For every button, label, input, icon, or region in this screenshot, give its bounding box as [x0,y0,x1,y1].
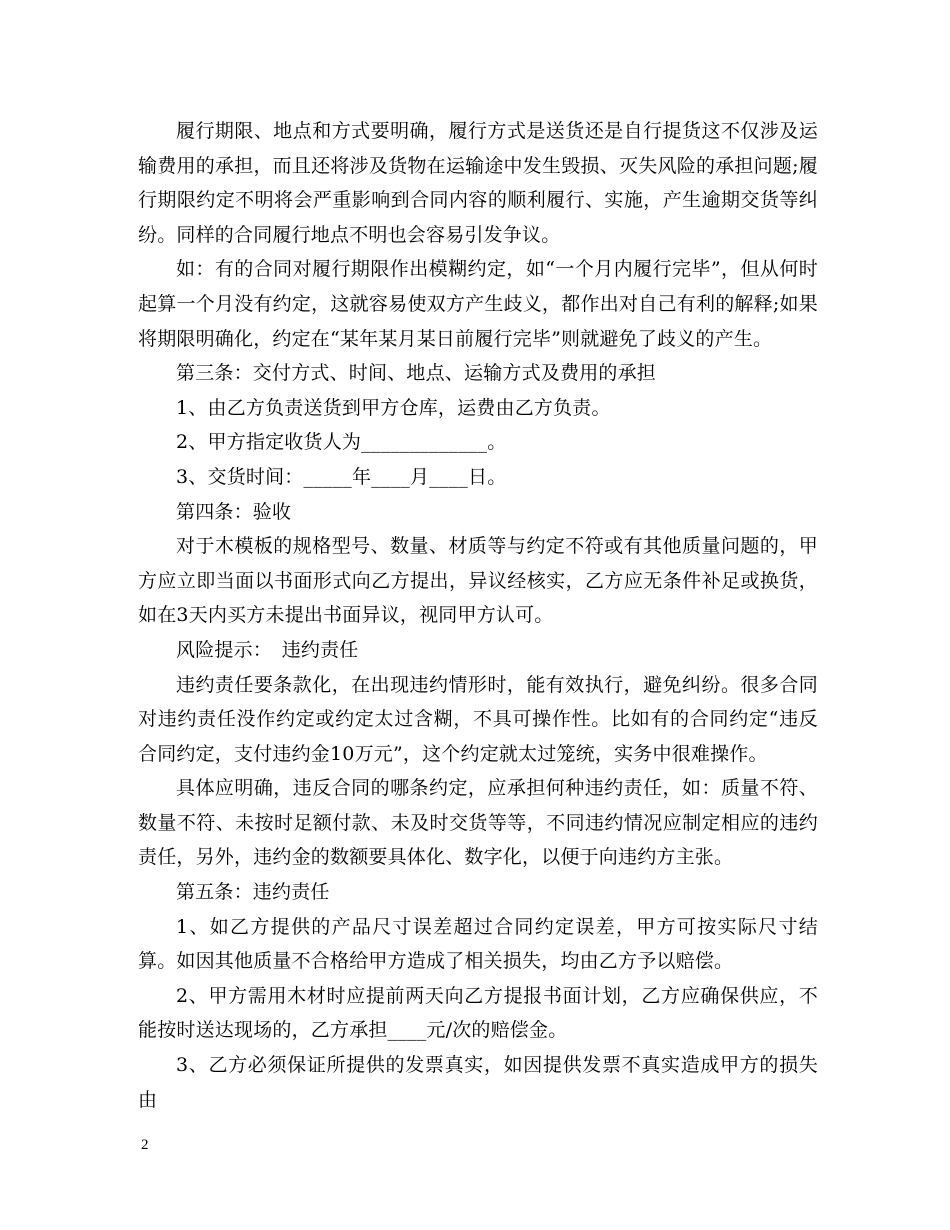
list-item-liability-2: 2、甲方需用木材时应提前两天向乙方提报书面计划，乙方应确保供应，不能按时送达现场的，乙方承担____元/次的赔偿金。 [138,984,818,1042]
section-heading-article-3: 第三条：交付方式、时间、地点、运输方式及费用的承担 [176,362,657,385]
list-item-delivery-3: 3、交货时间：_____年____月____日。 [176,465,507,488]
paragraph-performance-terms: 履行期限、地点和方式要明确，履行方式是送货还是自行提货这不仅涉及运输费用的承担，而且还将涉及货物在运输途中发生毁损、灭失风险的承担问题;履行期限约定不明将会严重影响到合同内容的顺利履行、实施，产生逾期交货等纠纷。同样的合同履行地点不明也会容易引发争议。 [138,120,818,246]
section-heading-article-4: 第四条：验收 [176,500,292,523]
paragraph-example: 如：有的合同对履行期限作出模糊约定，如“一个月内履行完毕”，但从何时起算一个月没有约定，这就容易使双方产生歧义，都作出对自己有利的解释;如果将期限明确化，约定在“某年某月某日前履行完毕”则就避免了歧义的产生。 [138,258,818,350]
paragraph-liability-clauses: 违约责任要条款化，在出现违约情形时，能有效执行，避免纠纷。很多合同对违约责任没作约定或约定太过含糊，不具可操作性。比如有的合同约定“违反合同约定，支付违约金10万元”，这个约定就太过笼统，实务中很难操作。 [138,673,818,765]
risk-notice-heading: 风险提示： 违约责任 [176,638,359,661]
page-number: 2 [141,1137,149,1153]
list-item-delivery-2: 2、甲方指定收货人为_____________。 [176,431,507,454]
list-item-liability-1: 1、如乙方提供的产品尺寸误差超过合同约定误差，甲方可按实际尺寸结算。如因其他质量不合格给甲方造成了相关损失，均由乙方予以赔偿。 [138,915,818,973]
section-heading-article-5: 第五条：违约责任 [176,881,330,904]
list-item-liability-3: 3、乙方必须保证所提供的发票真实，如因提供发票不真实造成甲方的损失由 [138,1054,818,1111]
paragraph-liability-specifics: 具体应明确，违反合同的哪条约定，应承担何种违约责任，如：质量不符、数量不符、未按时足额付款、未及时交货等等，不同违约情况应制定相应的违约责任，另外，违约金的数额要具体化、数字化，以便于向违约方主张。 [138,777,818,869]
paragraph-inspection: 对于木模板的规格型号、数量、材质等与约定不符或有其他质量问题的，甲方应立即当面以书面形式向乙方提出，异议经核实，乙方应无条件补足或换货，如在3天内买方未提出书面异议，视同甲方认可。 [138,535,818,627]
document-body [138,114,818,1117]
list-item-delivery-1: 1、由乙方负责送货到甲方仓库，运费由乙方负责。 [176,396,611,419]
